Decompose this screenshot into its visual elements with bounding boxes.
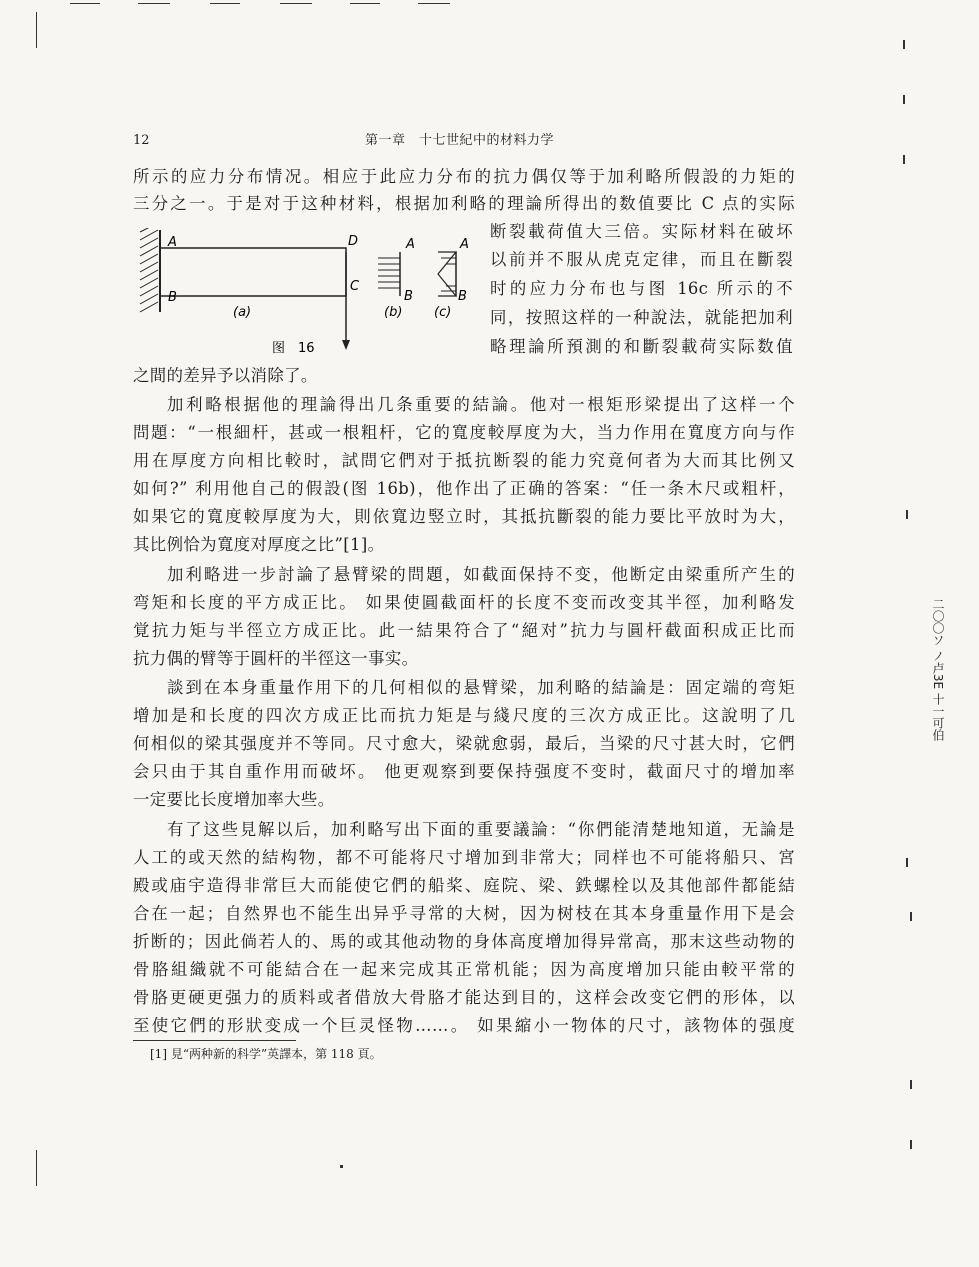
scan-mark [36,1150,37,1186]
text-line: 加利略根据他的理論得出几条重要的結論。他对一根矩形梁提出了这样一个 [167,395,795,414]
text-line: 略理論所預測的和斷裂載荷实际数值 [490,337,793,356]
text-line: 抗力偶的臂等于圓杆的半徑这一事实。 [133,649,419,668]
subfig-c-label: (c) [434,305,452,320]
text-line: 問題：“一根細杆，甚或一根粗杆，它的寬度較厚度为大，当力作用在寬度方向与作 [133,423,795,442]
label-A: A [168,235,177,250]
scan-speck [910,1140,912,1149]
text-line: 以前并不服从虎克定律，而且在斷裂 [490,250,793,269]
scan-dash [350,3,380,4]
scan-speck [340,1165,343,1168]
text-line: 如何?” 利用他自己的假設(图 16b)，他作出了正确的答案：“任一条木尺或粗杆， [133,479,795,498]
text-line: 一定要比长度增加率大些。 [133,790,335,809]
scan-speck [903,40,905,49]
subfig-b-label: (b) [384,305,403,320]
text-line: 增加是和长度的四次方成正比而抗力矩是与綫尺度的三次方成正比。这說明了几 [133,706,795,725]
footnote-rule [133,1040,296,1041]
text-line: 加利略进一步討論了悬臂梁的問題，如截面保持不变，他断定由梁重所产生的 [167,565,795,584]
scan-speck [906,510,908,519]
label-c-A: A [460,237,469,252]
text-line: 断裂載荷值大三倍。实际材料在破坏 [490,222,793,241]
footnote: [1] 見“两种新的科学”英譯本，第 118 頁。 [150,1047,382,1061]
text-line: 覚抗力矩与半徑立方成正比。此一結果符合了“絕对”抗力与圓杆截面积成正比而 [133,621,795,640]
beam [160,248,346,296]
scan-speck [906,858,908,867]
text-line: 骨胳更硬更强力的质料或者借放大骨胳才能达到目的，这样会改变它們的形体，以 [133,988,795,1007]
text-line: 三分之一。于是对于这种材料，根据加利略的理論所得出的数值要比 C 点的实际 [133,194,795,213]
text-line: 骨胳組織就不可能結合在一起来完成其正常机能；因为高度增加只能由較平常的 [133,960,795,979]
scan-dash [280,3,312,4]
text-line: 同，按照这样的一种說法，就能把加利 [490,308,793,327]
label-B: B [168,290,177,305]
subfig-a-label: (a) [233,305,252,320]
scan-mark [36,12,37,48]
running-title: 第一章 十七世紀中的材料力学 [365,133,555,148]
wall-hatch [140,228,158,312]
text-line: 何相似的梁其强度并不等同。尺寸愈大，梁就愈弱，最后，当梁的尺寸甚大时，它們 [133,734,795,753]
scan-speck [903,95,905,104]
text-line: 之間的差异予以消除了。 [133,366,318,385]
text-line: 会只由于其自重作用而破坏。 他更观察到要保持强度不变时，截面尺寸的增加率 [133,762,795,781]
text-line: 人工的或天然的結构物，都不可能将尺寸增加到非常大；同样也不可能将船只、宮 [133,848,795,867]
text-line: 談到在本身重量作用下的几何相似的悬臂梁，加利略的結論是：固定端的弯矩 [167,678,795,697]
text-line: 所示的应力分布情况。相应于此应力分布的抗力偶仅等于加利略所假設的力矩的 [133,167,795,186]
scan-dash [70,3,100,4]
text-line: 其比例恰为寬度对厚度之比”[1]。 [133,535,385,554]
scan-speck [910,1080,912,1089]
text-line: 至使它們的形狀变成一个巨灵怪物……。 如果縮小一物体的尺寸，該物体的强度 [133,1016,795,1035]
text-line: 合在一起；自然界也不能生出异乎寻常的大树，因为树枝在其本身重量作用下是会 [133,904,795,923]
figure-16 [138,228,483,368]
text-line: 时的应力分布也与图 16c 所示的不 [490,279,793,298]
figure-caption: 图 16 [272,341,315,356]
scan-dash [210,3,240,4]
text-line: 殿或庙宇造得非常巨大而能使它們的船桨、庭院、梁、鉄螺栓以及其他部件都能結 [133,876,795,895]
text-line: 用在厚度方向相比較时，試問它們对于抵抗断裂的能力究竟何者为大而其比例又 [133,451,795,470]
label-c-B: B [458,289,467,304]
page-number: 12 [133,133,150,148]
scan-speck [910,912,912,921]
scan-speck [903,155,905,164]
text-line: 折断的；因此倘若人的、馬的或其他动物的身体高度增加得异常高，那末这些动物的 [133,932,795,951]
text-line: 如果它的寬度較厚度为大，則依寬边竪立时，其抵抗斷裂的能力要比平放时为大， [133,507,795,526]
label-D: D [348,234,359,249]
scan-dash [418,3,450,4]
text-line: 有了这些見解以后，加利略写出下面的重要議論：“你們能清楚地知道，无論是 [167,820,795,839]
text-line: 弯矩和长度的平方成正比。 如果使圓截面杆的长度不变而改变其半徑，加利略发 [133,593,795,612]
margin-text: 二〇〇ソ ノ卢3E 十一可伯 [931,598,945,741]
label-C: C [350,279,360,294]
scan-dash [138,3,170,4]
label-b-B: B [404,289,413,304]
label-b-A: A [406,237,415,252]
